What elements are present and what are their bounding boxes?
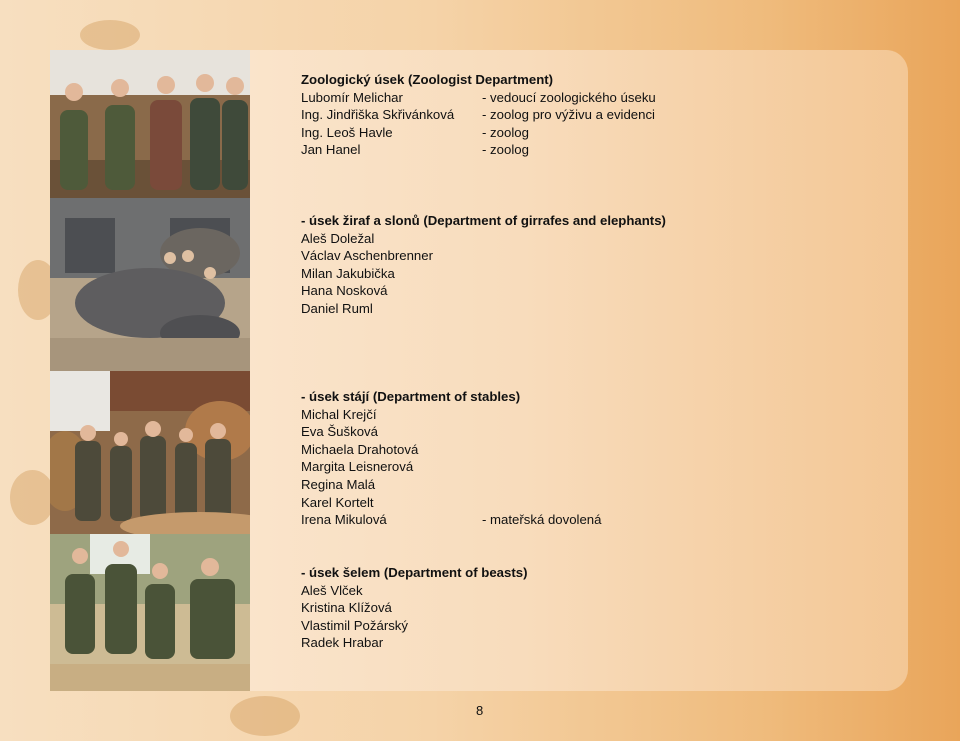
staff-name: Milan Jakubička (301, 265, 395, 281)
staff-name: Vlastimil Požárský (301, 617, 408, 633)
staff-role: - vedoucí zoologického úseku (482, 89, 656, 105)
staff-row (301, 617, 527, 635)
beasts-section (301, 564, 527, 652)
zoologist-section (301, 71, 656, 159)
staff-name: Michal Krejčí (301, 406, 377, 422)
staff-row (301, 494, 520, 512)
staff-name: Regina Malá (301, 476, 376, 492)
staff-name: Aleš Doležal (301, 230, 375, 246)
staff-row (301, 476, 520, 494)
staff-name: Eva Šušková (301, 424, 378, 440)
staff-row (301, 247, 666, 265)
background-pattern-blob (10, 470, 55, 525)
section-title: - úsek žiraf a slonů (Department of girrafes and elephants) (301, 213, 666, 228)
staff-row (301, 141, 553, 159)
staff-name: Kristina Klížová (301, 600, 392, 616)
staff-row (301, 441, 520, 459)
zoologist-team-photo (50, 50, 250, 198)
background-pattern-blob (80, 20, 140, 50)
staff-row (301, 300, 666, 318)
section-title: - úsek stájí (Department of stables) (301, 389, 521, 404)
staff-role: - zoolog pro výživu a evidenci (482, 107, 655, 123)
staff-row (301, 634, 527, 652)
staff-name: Ing. Leoš Havle (301, 124, 393, 140)
staff-row (301, 124, 553, 142)
staff-name: Hana Nosková (301, 283, 388, 299)
staff-name: Karel Kortelt (301, 494, 374, 510)
staff-row (301, 230, 666, 248)
staff-role: - mateřská dovolená (482, 512, 602, 528)
staff-name: Václav Aschenbrenner (301, 248, 433, 264)
section-title: - úsek šelem (Department of beasts) (301, 565, 528, 580)
staff-row (301, 106, 655, 124)
stables-team-photo (50, 371, 250, 534)
staff-row (301, 599, 527, 617)
staff-row (301, 458, 520, 476)
staff-name: Irena Mikulová (301, 512, 387, 528)
staff-name: Ing. Jindřiška Skřivánková (301, 107, 455, 123)
page-number: 8 (476, 703, 484, 718)
staff-role: - zoolog (482, 124, 529, 140)
beasts-team-photo (50, 534, 250, 691)
staff-name: Michaela Drahotová (301, 441, 419, 457)
staff-role: - zoolog (482, 142, 529, 158)
staff-name: Radek Hrabar (301, 635, 384, 651)
staff-row (301, 423, 520, 441)
elephants-team-photo (50, 198, 250, 371)
staff-name: Jan Hanel (301, 142, 361, 158)
staff-row (301, 511, 602, 529)
staff-row (301, 406, 520, 424)
staff-name: Aleš Vlček (301, 582, 363, 598)
stables-section (301, 388, 602, 529)
background-pattern-blob (230, 696, 300, 736)
giraffes-elephants-section (301, 212, 666, 318)
staff-name: Daniel Ruml (301, 300, 373, 316)
staff-name: Lubomír Melichar (301, 89, 403, 105)
section-title: Zoologický úsek (Zoologist Department) (301, 72, 554, 87)
staff-name: Margita Leisnerová (301, 459, 414, 475)
staff-row (301, 582, 527, 600)
staff-row (301, 265, 666, 283)
staff-row (301, 89, 656, 107)
staff-row (301, 282, 666, 300)
